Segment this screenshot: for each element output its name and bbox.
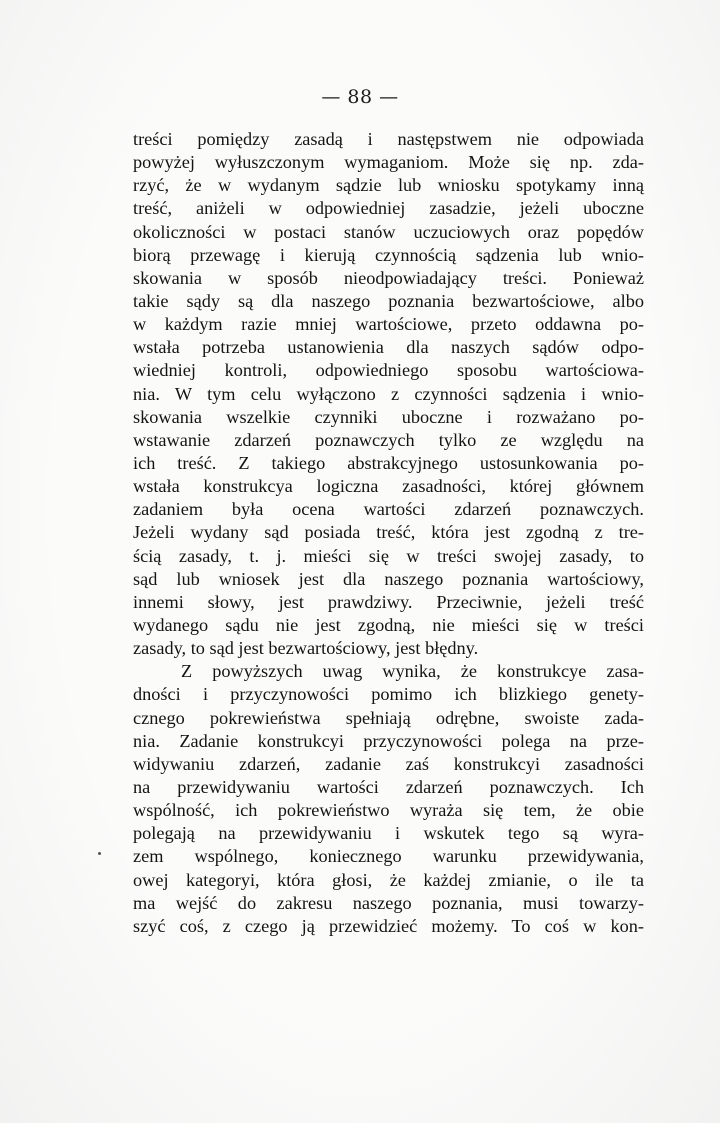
- text-line: skowania wszelkie czynniki uboczne i rozważano po-: [133, 406, 644, 427]
- text-line: dności i przyczynowości pomimo ich blizkiego genety-: [133, 684, 644, 705]
- text-line: wstawanie zdarzeń poznawczych tylko ze względu na: [133, 429, 644, 450]
- text-line: sąd lub wniosek jest dla naszego poznania wartościowy,: [133, 568, 644, 589]
- text-line: widywaniu zdarzeń, zadanie zaś konstrukcyi zasadności: [133, 753, 644, 774]
- text-line: zem wspólnego, koniecznego warunku przewidywania,: [133, 846, 644, 867]
- text-line: w każdym razie mniej wartościowe, przeto oddawna po-: [133, 314, 644, 335]
- text-line: skowania w sposób nieodpowiadający treści. Ponieważ: [133, 267, 644, 288]
- text-line: ma wejść do zakresu naszego poznania, musi towarzy-: [133, 892, 644, 913]
- text-line: ich treść. Z takiego abstrakcyjnego ustosunkowania po-: [133, 452, 644, 473]
- text-line: owej kategoryi, która głosi, że każdej zmianie, o ile ta: [133, 869, 644, 890]
- text-line: polegają na przewidywaniu i wskutek tego są wyra-: [133, 823, 644, 844]
- text-line: cznego pokrewieństwa spełniają odrębne, swoiste zada-: [133, 707, 644, 728]
- text-line: takie sądy są dla naszego poznania bezwartościowe, albo: [133, 290, 644, 311]
- text-line: nia. Zadanie konstrukcyi przyczynowości polega na prze-: [133, 730, 644, 751]
- text-line: wiedniej kontroli, odpowiedniego sposobu wartościowa-: [133, 360, 644, 381]
- text-line: wydanego sądu nie jest zgodną, nie mieści się w treści: [133, 614, 644, 635]
- text-line: wstała konstrukcya logiczna zasadności, której głównem: [133, 476, 644, 497]
- text-line: okoliczności w postaci stanów uczuciowych oraz popędów: [133, 221, 644, 242]
- text-line: wstała potrzeba ustanowienia dla naszych sądów odpo-: [133, 337, 644, 358]
- page-number: — 88 —: [321, 86, 399, 108]
- text-line: treść, aniżeli w odpowiedniej zasadzie, jeżeli uboczne: [133, 198, 644, 219]
- text-line: biorą przewagę i kierują czynnością sądzenia lub wnio-: [133, 244, 644, 265]
- text-line: na przewidywaniu wartości zdarzeń poznawczych. Ich: [133, 776, 644, 797]
- text-line: treści pomiędzy zasadą i następstwem nie odpowiada: [133, 129, 644, 149]
- body-text: [133, 128, 644, 938]
- text-line: rzyć, że w wydanym sądzie lub wniosku spotykamy inną: [133, 175, 644, 196]
- text-line: nia. W tym celu wyłączono z czynności sądzenia i wnio-: [133, 383, 644, 404]
- text-line: wspólność, ich pokrewieństwo wyraża się tem, że obie: [133, 800, 644, 821]
- text-line: Jeżeli wydany sąd posiada treść, która jest zgodną z tre-: [133, 522, 644, 543]
- text-line: innemi słowy, jest prawdziwy. Przeciwnie, jeżeli treść: [133, 591, 644, 612]
- text-line: powyżej wyłuszczonym wymaganiom. Może się np. zda-: [133, 152, 644, 173]
- text-line: Z powyższych uwag wynika, że konstrukcye zasa-: [181, 661, 644, 682]
- text-line: zadaniem była ocena wartości zdarzeń poznawczych.: [133, 499, 644, 520]
- ink-speck: [98, 852, 101, 855]
- text-line: ścią zasady, t. j. mieści się w treści swojej zasady, to: [133, 545, 644, 566]
- text-line: szyć coś, z czego ją przewidzieć możemy. To coś w kon-: [133, 915, 644, 936]
- text-line: zasady, to sąd jest bezwartościowy, jest błędny.: [133, 638, 479, 659]
